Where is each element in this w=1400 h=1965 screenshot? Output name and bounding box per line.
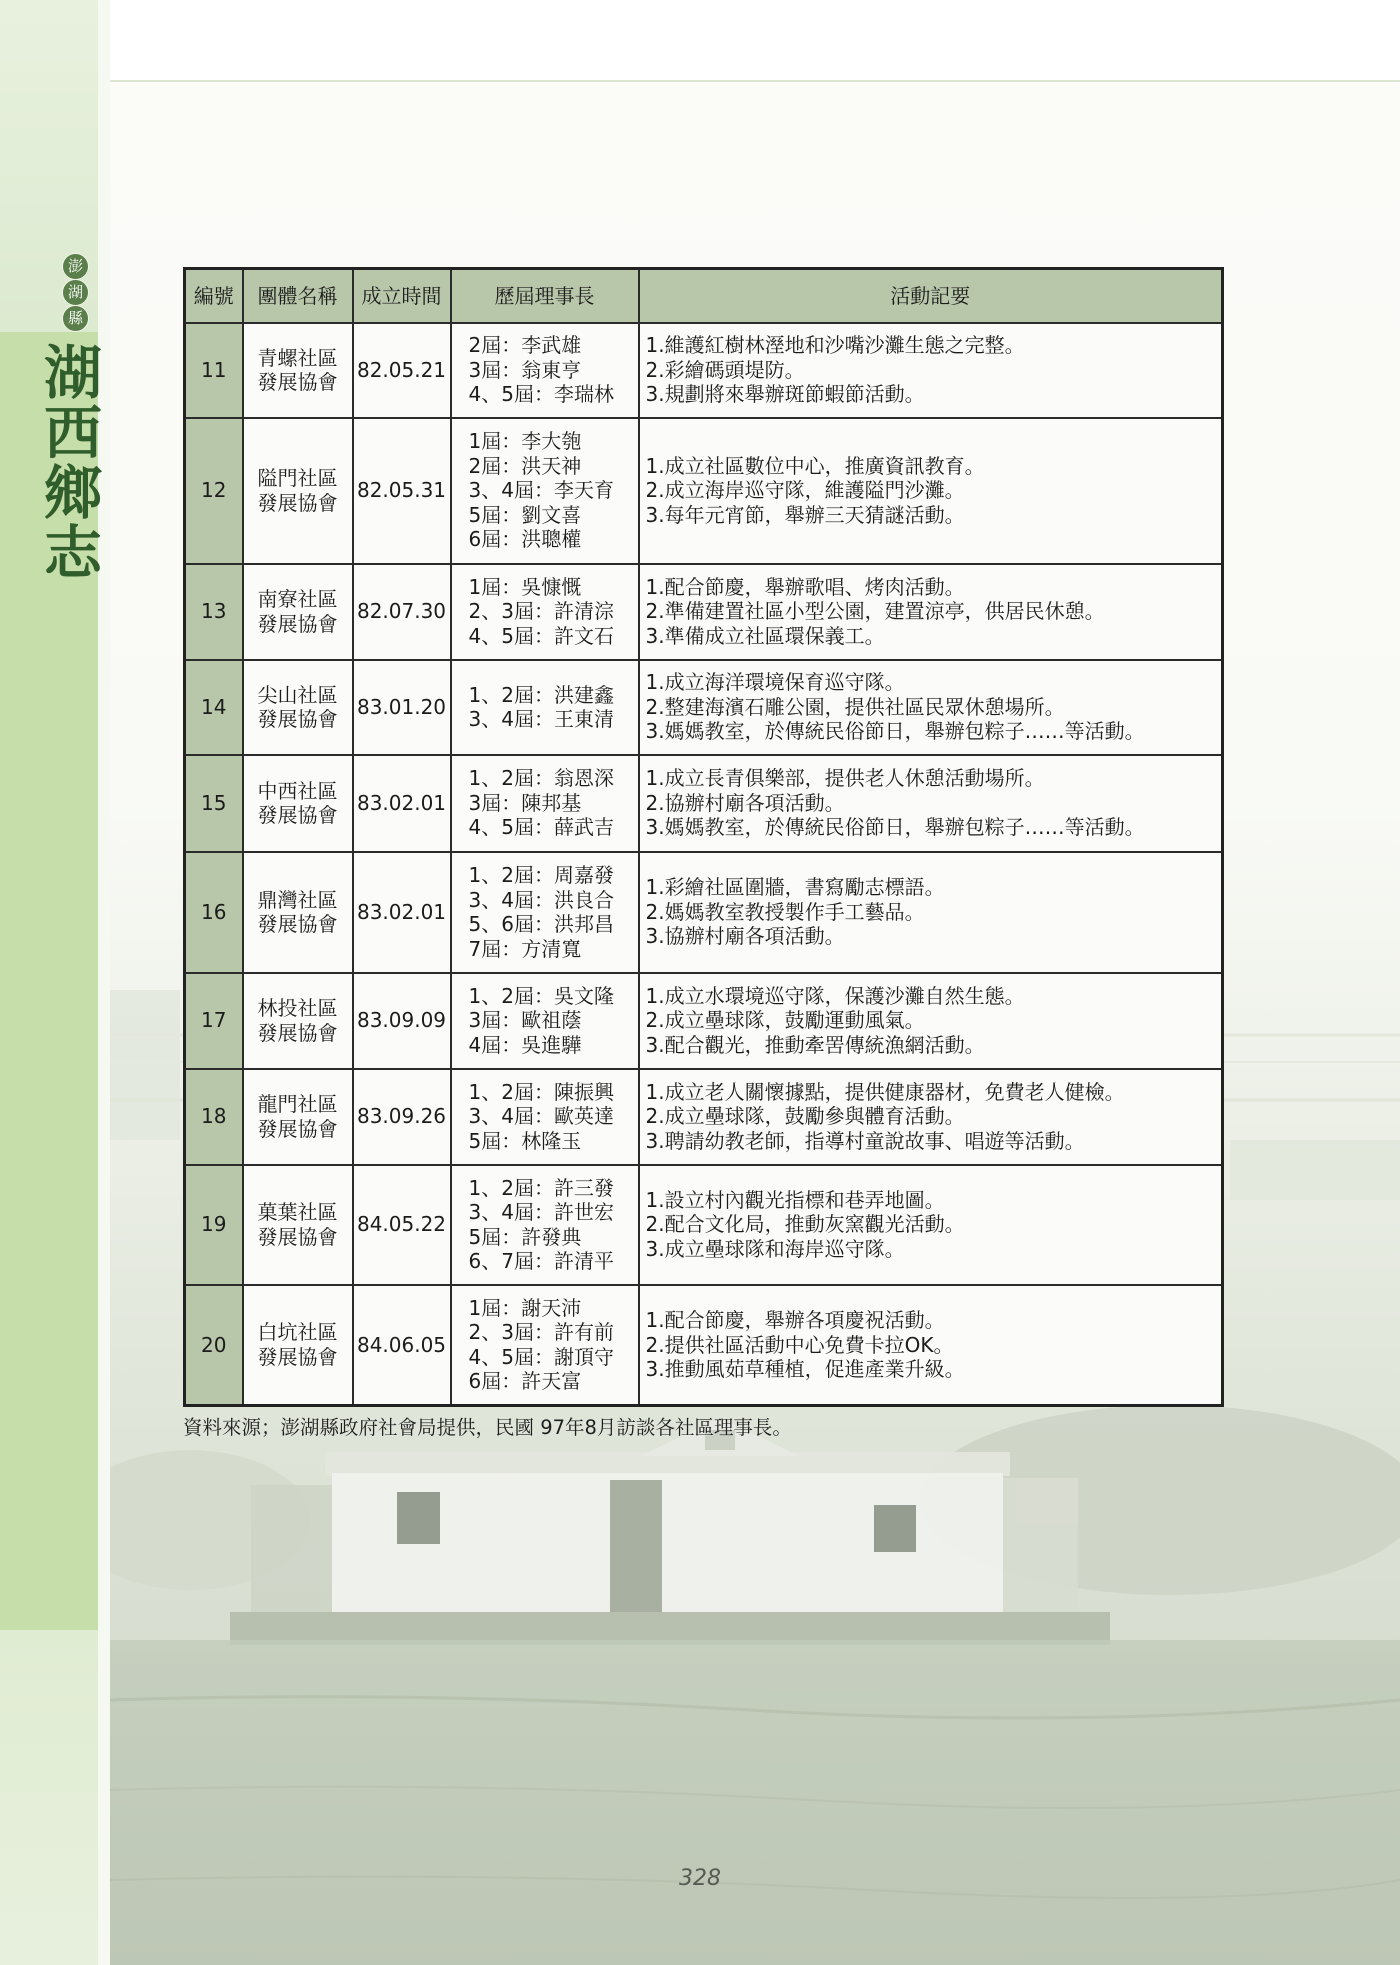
activity-item: 3.協辦村廟各項活動。: [645, 924, 845, 949]
community-association-table: [183, 267, 1224, 1407]
association-name: [243, 564, 353, 660]
association-name: [243, 1165, 353, 1285]
chairperson-entry: 1、2屆：陳振興: [468, 1079, 614, 1104]
association-name: [243, 418, 353, 564]
activity-item: 2.成立海岸巡守隊，維護隘門沙灘。: [645, 478, 965, 503]
activity-item: 1.配合節慶，舉辦歌唱、烤肉活動。: [645, 574, 965, 599]
founded-date: 83.09.26: [353, 1069, 451, 1165]
chairperson-entry: 3、4屆：洪良合: [468, 887, 614, 912]
founded-date: 82.07.30: [353, 564, 451, 660]
table-row: [185, 660, 1223, 755]
row-number: 19: [185, 1165, 243, 1285]
founded-date: 84.06.05: [353, 1285, 451, 1406]
activities: [639, 660, 1223, 755]
chairpersons: [451, 418, 639, 564]
association-name-line: 發展協會: [257, 1116, 338, 1141]
activity-item: 3.規劃將來舉辦斑節蝦節活動。: [645, 382, 925, 407]
chairperson-entry: 1屆：吳慷慨: [468, 574, 582, 599]
county-mark-char: 縣: [62, 305, 89, 332]
chairperson-entry: 4屆：吳進驊: [468, 1032, 582, 1057]
activities: [639, 852, 1223, 973]
activity-item: 3.推動風茹草種植，促進產業升級。: [645, 1357, 965, 1381]
association-name-line: 中西社區: [257, 778, 338, 803]
row-number: 20: [185, 1285, 243, 1406]
county-mark-char: 澎: [62, 253, 89, 280]
table-row: [185, 973, 1223, 1069]
association-name: [243, 1069, 353, 1165]
chairperson-entry: 4、5屆：許文石: [468, 623, 614, 648]
row-number: 11: [185, 323, 243, 418]
founded-date: 83.01.20: [353, 660, 451, 755]
table-row: [185, 564, 1223, 660]
row-number: 13: [185, 564, 243, 660]
activity-item: 1.配合節慶，舉辦各項慶祝活動。: [645, 1308, 945, 1332]
activity-item: 3.準備成立社區環保義工。: [645, 623, 885, 648]
association-name-line: 尖山社區: [257, 682, 338, 707]
association-name: [243, 755, 353, 852]
table-row: [185, 1285, 1223, 1406]
activity-item: 3.配合觀光，推動牽罟傳統漁網活動。: [645, 1032, 985, 1057]
chairperson-entry: 5屆：許發典: [468, 1224, 582, 1249]
association-name-line: 發展協會: [257, 707, 338, 731]
chairperson-entry: 1屆：李大匏: [468, 429, 582, 454]
chairperson-entry: 5屆：劉文喜: [468, 502, 582, 527]
chairperson-entry: 1、2屆：洪建鑫: [468, 682, 614, 707]
activity-item: 3.成立壘球隊和海岸巡守隊。: [645, 1236, 905, 1261]
chairperson-entry: 2屆：李武雄: [468, 333, 582, 358]
chairperson-entry: 7屆：方清寬: [468, 936, 582, 961]
association-name: [243, 660, 353, 755]
book-title-char: 鄉: [43, 459, 102, 527]
chairperson-entry: 1屆：謝天沛: [468, 1295, 582, 1320]
book-title-char: 湖: [43, 339, 102, 407]
association-name-line: 鼎灣社區: [257, 887, 338, 912]
activity-item: 1.成立海洋環境保育巡守隊。: [645, 670, 905, 695]
association-name: [243, 1285, 353, 1406]
source-note: 資料來源；澎湖縣政府社會局提供，民國 97年8月訪談各社區理事長。: [183, 1416, 792, 1439]
chairperson-entry: 3、4屆：許世宏: [468, 1200, 614, 1224]
activity-item: 1.設立村內觀光指標和巷弄地圖。: [645, 1187, 945, 1212]
founded-date: 82.05.31: [353, 418, 451, 564]
association-name-line: 發展協會: [257, 370, 338, 394]
activity-item: 1.成立水環境巡守隊，保護沙灘自然生態。: [645, 983, 1025, 1008]
header-activities: 活動記要: [639, 269, 1223, 323]
chairperson-entry: 6屆：洪聰權: [468, 527, 582, 552]
chairperson-entry: 1、2屆：翁恩深: [468, 766, 614, 791]
book-title: [38, 339, 108, 587]
activity-item: 2.媽媽教室教授製作手工藝品。: [645, 899, 925, 924]
row-number: 14: [185, 660, 243, 755]
association-name-line: 白坑社區: [257, 1320, 338, 1345]
founded-date: 83.02.01: [353, 755, 451, 852]
chairperson-entry: 3屆：陳邦基: [468, 790, 582, 815]
chairpersons: [451, 660, 639, 755]
association-name-line: 發展協會: [257, 1344, 338, 1369]
activities: [639, 418, 1223, 564]
activity-item: 1.成立老人關懷據點，提供健康器材，免費老人健檢。: [645, 1079, 1125, 1104]
page-number: 328: [679, 1866, 721, 1891]
activities: [639, 1285, 1223, 1406]
row-number: 17: [185, 973, 243, 1069]
activity-item: 1.成立長青俱樂部，提供老人休憩活動場所。: [645, 766, 1045, 791]
chairperson-entry: 4、5屆：謝頂守: [468, 1344, 614, 1369]
sidebar-gutter: [98, 0, 110, 1965]
activity-item: 1.彩繪社區圍牆，書寫勵志標語。: [645, 875, 945, 900]
founded-date: 82.05.21: [353, 323, 451, 418]
chairpersons: [451, 1069, 639, 1165]
association-name-line: 發展協會: [257, 912, 338, 936]
activity-item: 3.媽媽教室，於傳統民俗節日，舉辦包粽子……等活動。: [645, 815, 1145, 840]
table-row: [185, 1165, 1223, 1285]
activity-item: 2.協辦村廟各項活動。: [645, 790, 845, 815]
activities: [639, 973, 1223, 1069]
chairperson-entry: 3、4屆：王東清: [468, 707, 614, 731]
row-number: 12: [185, 418, 243, 564]
table-row: [185, 323, 1223, 418]
row-number: 16: [185, 852, 243, 973]
association-name: [243, 852, 353, 973]
chairpersons: [451, 852, 639, 973]
table-row: [185, 852, 1223, 973]
activity-item: 2.配合文化局，推動灰窯觀光活動。: [645, 1212, 965, 1237]
row-number: 18: [185, 1069, 243, 1165]
chairperson-entry: 2、3屆：許清淙: [468, 599, 614, 624]
chairpersons: [451, 564, 639, 660]
chairperson-entry: 3、4屆：歐英達: [468, 1104, 614, 1129]
association-name-line: 南寮社區: [257, 587, 338, 611]
activity-item: 1.維護紅樹林溼地和沙嘴沙灘生態之完整。: [645, 333, 1025, 358]
activity-item: 2.成立壘球隊，鼓勵參與體育活動。: [645, 1104, 965, 1129]
header-founded-date: 成立時間: [353, 269, 451, 323]
founded-date: 83.09.09: [353, 973, 451, 1069]
house-silhouette: [230, 1418, 1110, 1645]
county-mark-char: 湖: [62, 279, 89, 306]
chairpersons: [451, 755, 639, 852]
activity-item: 3.聘請幼教老師，指導村童說故事、唱遊等活動。: [645, 1128, 1085, 1153]
activity-item: 2.彩繪碼頭堤防。: [645, 357, 805, 382]
activities: [639, 564, 1223, 660]
chairperson-entry: 4、5屆：李瑞林: [468, 382, 614, 407]
chairperson-entry: 3屆：翁東亨: [468, 357, 582, 382]
chairpersons: [451, 323, 639, 418]
row-number: 15: [185, 755, 243, 852]
association-name: [243, 323, 353, 418]
header-rule: [110, 80, 1400, 82]
chairperson-entry: 4、5屆：薛武吉: [468, 815, 614, 840]
book-title-char: 西: [43, 399, 102, 467]
chairperson-entry: 3屆：歐祖蔭: [468, 1008, 582, 1033]
chairperson-entry: 3、4屆：李天育: [468, 478, 614, 503]
header-number: 編號: [185, 269, 243, 323]
table-row: [185, 1069, 1223, 1165]
association-name-line: 林投社區: [257, 996, 338, 1020]
activities: [639, 1165, 1223, 1285]
table-row: [185, 755, 1223, 852]
activity-item: 3.每年元宵節，舉辦三天猜謎活動。: [645, 502, 965, 527]
chairpersons: [451, 1285, 639, 1406]
association-name-line: 菓葉社區: [257, 1200, 338, 1224]
chairpersons: [451, 1165, 639, 1285]
activity-item: 2.成立壘球隊，鼓勵運動風氣。: [645, 1008, 925, 1033]
chairperson-entry: 6屆：許天富: [468, 1369, 582, 1394]
association-name-line: 發展協會: [257, 1020, 338, 1045]
association-name-line: 發展協會: [257, 803, 338, 827]
header-group-name: 團體名稱: [243, 269, 353, 323]
activities: [639, 755, 1223, 852]
ground: [110, 1640, 1400, 1965]
chairperson-entry: 5屆：林隆玉: [468, 1128, 582, 1153]
chairperson-entry: 1、2屆：周嘉發: [468, 863, 614, 887]
chairperson-entry: 2、3屆：許有前: [468, 1320, 614, 1345]
chairperson-entry: 2屆：洪天神: [468, 453, 582, 478]
chairperson-entry: 5、6屆：洪邦昌: [468, 912, 614, 936]
founded-date: 83.02.01: [353, 852, 451, 973]
activity-item: 1.成立社區數位中心，推廣資訊教育。: [645, 453, 985, 478]
association-name-line: 龍門社區: [257, 1092, 338, 1116]
association-name-line: 發展協會: [257, 611, 338, 636]
chairperson-entry: 1、2屆：許三發: [468, 1175, 614, 1200]
activities: [639, 1069, 1223, 1165]
table-header-row: [185, 269, 1223, 323]
activity-item: 2.提供社區活動中心免費卡拉OK。: [645, 1332, 954, 1357]
chairpersons: [451, 973, 639, 1069]
activity-item: 3.媽媽教室，於傳統民俗節日，舉辦包粽子……等活動。: [645, 719, 1145, 744]
association-name-line: 發展協會: [257, 490, 338, 515]
book-title-char: 志: [43, 519, 102, 587]
association-name-line: 發展協會: [257, 1224, 338, 1249]
activities: [639, 323, 1223, 418]
chairperson-entry: 1、2屆：吳文隆: [468, 983, 614, 1008]
association-name-line: 隘門社區: [257, 466, 338, 490]
founded-date: 84.05.22: [353, 1165, 451, 1285]
association-name-line: 青螺社區: [257, 345, 338, 370]
chairperson-entry: 6、7屆：許清平: [468, 1249, 614, 1273]
activity-item: 2.整建海濱石雕公園，提供社區民眾休憩場所。: [645, 694, 1065, 719]
association-name: [243, 973, 353, 1069]
header-chairpersons: 歷屆理事長: [451, 269, 639, 323]
activity-item: 2.準備建置社區小型公園，建置涼亭，供居民休憩。: [645, 599, 1105, 624]
county-mark: [62, 253, 89, 331]
table-row: [185, 418, 1223, 564]
